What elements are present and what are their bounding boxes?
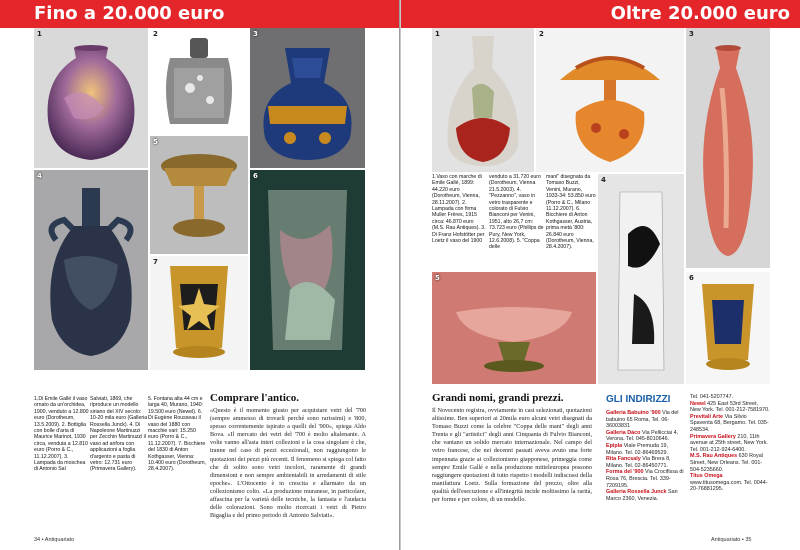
photo-number: 5 (153, 138, 158, 146)
galle-orchid-vase-image (34, 28, 148, 168)
address-item: Tel. 041-5207747. (690, 394, 734, 400)
photo-number: 1 (435, 30, 440, 38)
photo-number: 5 (435, 274, 440, 282)
section-banner-right: Oltre 20.000 euro (401, 0, 800, 28)
address-item: Galleria Dàco Via Pellicciai 4, Verona. Tel. 045-8010646. (606, 429, 679, 443)
martinuzzi-amphora-image (34, 170, 148, 370)
address-item: Forma del '900 Via Crocifissa di Rosa 76, Brescia. Tel. 339-7209195. (606, 469, 684, 489)
address-item: Epipla Viale Premuda 19, Milano. Tel. 02-86469529. (606, 442, 668, 456)
photo-number: 4 (37, 172, 42, 180)
address-item: Primavera Gallery 210, 11th avenue at 25th street, New York. Tel. 001-212-924-6400. (690, 433, 768, 453)
right-page (401, 0, 800, 550)
photo-4 (34, 170, 148, 370)
photo-2 (150, 28, 248, 134)
photo-7 (150, 256, 248, 370)
address-item: M.S. Rau Antiques 630 Royal Street, New Orleans. Tel. 001-504-5235660. (690, 453, 763, 473)
article-title-left: Comprare l'antico. (210, 392, 300, 404)
photo-number: 6 (689, 274, 694, 282)
photo-2 (536, 28, 684, 172)
photo-6 (686, 272, 770, 384)
photo-number: 7 (153, 258, 158, 266)
photo-3 (250, 28, 365, 168)
page-folio-left: 34 • Antiquariato (34, 537, 75, 543)
page-folio-right: Antiquariato • 35 (711, 537, 752, 543)
caption-column-3: 5. Fontana alta 44 cm e larga 40, Murano, 1940: 19.500 euro (Newel). 6. Di Eugène Rousseau il vaso del 1880 con macchie vari: 15.250 euro (Porro & C., 11.12.2007). 7. Bicchiere del 1830 di Anton Kothgasser, Vienna: 10.400 euro (Dorotheum, 28.4.2007). (148, 396, 206, 473)
caption-column-2: Salviati, 1869, che riproduce un modello siriano del XIV secolo: 10-20 mila euro (Galleria Rossella Junck). 4. Di Napoleone Martinuzzi per Zecchin Martinuzzi il vaso ad anfora con applicazioni a foglia d'argento e pasta di vetro: 12.731 euro (Primavera Gallery). (90, 396, 148, 473)
caption-column-1: 1.Vaso con marche di Emile Gallé, 1899: 44.220 euro (Dorotheum, Vienna, 28.11.2007). 2. Lampada con firma Muller Frères, 1915 circa: 46.870 euro (M.S. Rau Antiques). 3. Di Franz Hofstötter per Loetz il vaso del 1900 (432, 174, 486, 245)
address-item: Previtali Arte Via Silvio Spaventa 68, Bergamo. Tel. 035-248534. (690, 413, 769, 433)
photo-1 (432, 28, 534, 172)
photo-number: 2 (153, 30, 158, 38)
left-page (0, 0, 399, 550)
caption-column-2: venduto a 31.720 euro (Dorotheum, Vienna 21.5.2003). 4. "Pezzanno", vaso in vetro trasparente e colorato di Fulvio Bianconi per Venini, 1951, alto 26,7 cm: 73.723 euro (Phillips de Pury, New York, 12.6.2008). 5. "Coppa delle (489, 174, 544, 251)
address-item: Titus Omega www.titusomega.com. Tel. 0044-20-76881295. (690, 473, 768, 493)
address-item: Newel 425 East 53rd Street, New York. Tel. 001-212-7581970. (690, 400, 770, 414)
addresses-column-2 (690, 394, 770, 493)
murano-fountain-image (150, 136, 248, 254)
photo-3 (686, 28, 770, 268)
article-body-left: «Questo è il momento giusto per acquistare vetri del '700 (sempre ammesso di trovarli perché sono rarissimi) e '800, spesso correntemente ispirato a quelli del '900», spiega Aldo Bova. «Il mercato dei vetri del '700 è molto altalenante. A volte vanno all'asta interi collezioni e la cosa singolare è che, tranne nel caso di pezzi eccezionali, non raggiungono le quotazioni dei pezzi più recenti. Il fenomeno si spiega col fatto che di solito sono vetri incolori, raramente di grandi dimensioni e non sempre ambientabili in arredamenti di stile epoche». L'Ottocento è in crescita e allarmato da un collezionismo colto. «La produzione muranese, in particolare, affascina per la varietà delle tecniche, la fantasia e l'audacia delle colorazioni. Sono molto ricercati i vetri di Pietro Bigaglia e del primo periodo di Antonio Salviati». (210, 407, 366, 520)
photo-5 (432, 272, 596, 384)
salviati-mosque-lamp-image (250, 28, 365, 168)
muller-lamp-image (536, 28, 684, 172)
kothgasser-beaker-image (150, 256, 248, 370)
section-banner-left: Fino a 20.000 euro (0, 0, 399, 28)
galle-vase-image (432, 28, 534, 172)
photo-5 (150, 136, 248, 254)
address-item: Galleria Rossella Junck San Marco 2360, Venezia. (606, 489, 678, 502)
photo-number: 3 (253, 30, 258, 38)
photo-number: 3 (689, 30, 694, 38)
addresses-title: GLI INDIRIZZI (606, 394, 671, 405)
marinot-bottle-image (150, 28, 248, 134)
photo-number: 1 (37, 30, 42, 38)
photo-number: 6 (253, 172, 258, 180)
rousseau-vase-image (250, 170, 365, 370)
photo-4 (598, 174, 684, 384)
article-title-right: Grandi nomi, grandi prezzi. (432, 392, 564, 404)
loetz-vase-image (686, 28, 770, 268)
addresses-column-1 (606, 410, 686, 502)
bianconi-vase-image (598, 174, 684, 384)
address-item: Rita Fancsaly Via Brera 8, Milano. Tel. 02-86450771. (606, 456, 671, 469)
caption-column-3: mani" disegnata da Tomaso Buzzi, Venini, Murano, 1933-34: 53.850 euro (Porro & C., Milano 11.12.2007). 6. Bicchiere di Anton Kothgasser, Austria, prima metà '800: 26.840 euro (Dorotheum, Vienna, 28.4.2007). (546, 174, 596, 251)
coppa-delle-mani-image (432, 272, 596, 384)
caption-column-1: 1.Di Emile Gallé il vaso ornato da un'orchidea, 1900, venduto a 12.800 euro (Dorotheum, 13.5.2009). 2. Bottiglia con bolle d'aria di Maurice Marinot, 1930 circa, venduta a 12.810 euro (Porro & C., 11.12.2007). 3. Lampada da moschea di Antonio Sal (34, 396, 89, 473)
photo-1 (34, 28, 148, 168)
article-body-right: Il Novecento registra, ovviamente in casi selezionati, quotazioni altissime. Ben superiori ai 20mila euro alcuni vetri disegnati da Tomaso Buzzi come la celebre "Coppa delle mani" degli anni Trenta e gli "artistici" degli anni Cinquanta di Fulvio Bianconi, che vantano un solido mercato internazionale. Nel campo del vetro francese, che nei decenni passati aveva avuto una forte impennata grazie ai collezionismo giapponese, primeggia come sempre Emile Gallé e nella produzione mitteleuropea possono raggiungere quotazioni di tutto rispetto i modelli indiscussi della manifattura Loetz. Sulla formazione del prezzo, oltre alla qualità dell'esecuzione e all'integrità incide moltissimo la rarità, per forme e per colore, di un modello. (432, 407, 592, 504)
address-item: Galleria Babuino '900 Via del babuino 65 Roma, Tel. 06-36003831 (606, 410, 679, 430)
kothgasser-beaker-image (686, 272, 770, 384)
photo-number: 4 (601, 176, 606, 184)
photo-number: 2 (539, 30, 544, 38)
photo-6 (250, 170, 365, 370)
